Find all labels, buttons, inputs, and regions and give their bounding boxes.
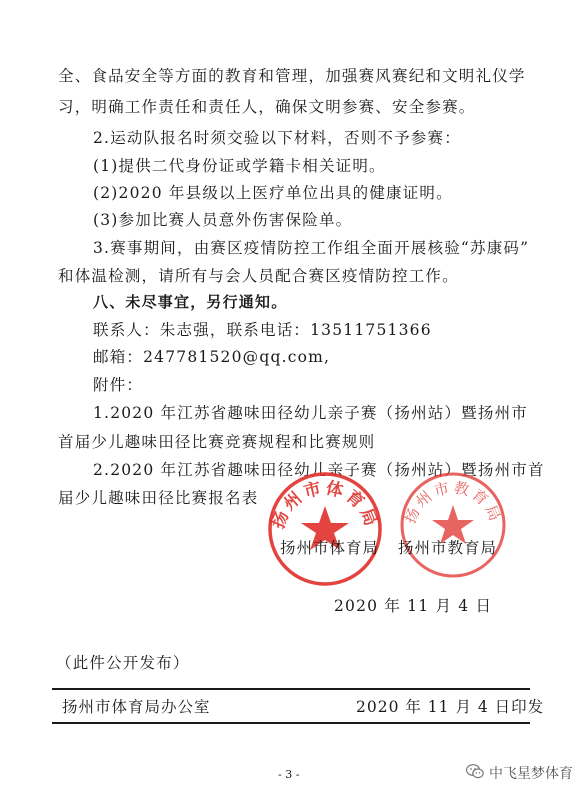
contact-line: 联系人：朱志强，联系电话：13511751366 (93, 321, 432, 339)
watermark-text: 中飞星梦体育 (489, 766, 573, 782)
footer-bottom-rule (52, 722, 530, 724)
footer-print-date: 2020 年 11 月 4 日印发 (356, 698, 545, 716)
footer-top-rule (52, 688, 530, 690)
sports-bureau-seal (266, 470, 384, 592)
body-line-3: 2.运动队报名时须交验以下材料，否则不予参赛： (93, 129, 461, 147)
body-line-1: 全、食品安全等方面的教育和管理，加强赛风赛纪和文明礼仪学 (58, 67, 526, 85)
body-line-7: 3.赛事期间，由赛区疫情防控工作组全面开展核验“苏康码” (93, 239, 530, 257)
attachments-label: 附件： (93, 376, 144, 394)
footer-office: 扬州市体育局办公室 (62, 698, 211, 716)
public-release-note: （此件公开发布） (56, 654, 190, 672)
wechat-icon (466, 764, 484, 783)
attachment-2-line-2: 届少儿趣味田径比赛报名表 (58, 489, 259, 507)
body-line-8: 和体温检测，请所有与会人员配合赛区疫情防控工作。 (58, 267, 459, 285)
svg-text:扬州市教育局: 扬州市教育局 (400, 478, 506, 527)
signature-org-1: 扬州市体育局 (280, 539, 380, 557)
section-heading: 八、未尽事宜，另行通知。 (93, 293, 288, 311)
page-number: - 3 - (278, 768, 300, 781)
attachment-1-line-2: 首届少儿趣味田径比赛竞赛规程和比赛规则 (58, 433, 376, 451)
body-line-4: (1)提供二代身份证或学籍卡相关证明。 (93, 157, 386, 175)
watermark (466, 763, 573, 783)
education-bureau-seal (398, 470, 508, 584)
svg-text:扬州市体育局: 扬州市体育局 (268, 478, 382, 532)
body-line-5: (2)2020 年县级以上医疗单位出具的健康证明。 (93, 184, 453, 202)
body-line-2: 习，明确工作责任和责任人，确保文明参赛、安全参赛。 (58, 98, 476, 116)
attachment-2-line-1: 2.2020 年江苏省趣味田径幼儿亲子赛（扬州站）暨扬州市首 (93, 461, 545, 479)
signature-org-2: 扬州市教育局 (398, 539, 498, 557)
body-line-6: (3)参加比赛人员意外伤害保险单。 (93, 211, 353, 229)
attachment-1-line-1: 1.2020 年江苏省趣味田径幼儿亲子赛（扬州站）暨扬州市 (93, 404, 528, 422)
email-line: 邮箱：247781520@qq.com, (93, 348, 331, 366)
document-date: 2020 年 11 月 4 日 (334, 597, 493, 615)
